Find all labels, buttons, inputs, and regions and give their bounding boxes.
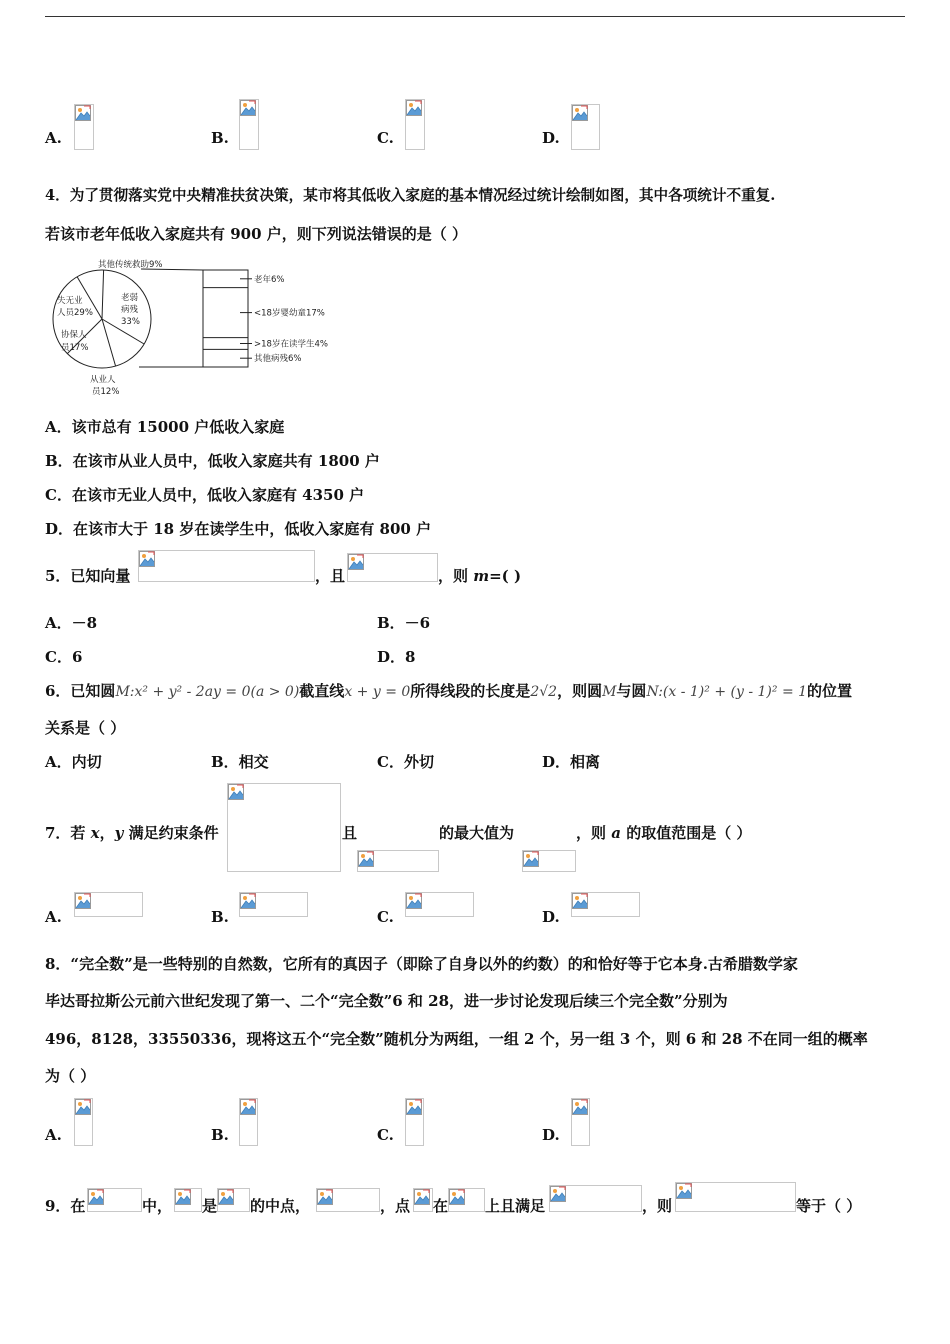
slice-label-laoruo-1: 老弱 [121,293,139,303]
q8-option-b-image [239,1098,258,1146]
q4-option-b: B．在该市从业人员中，低收入家庭共有 1800 户 [45,452,380,470]
q8-stem-line4: 为（ ） [45,1067,96,1085]
q8-option-c-image [405,1098,424,1146]
q3-option-a-label: A. [45,129,62,147]
q7-comma: ， [99,824,115,842]
broken-image-icon [139,551,155,567]
q7-option-b-label: B. [211,908,229,926]
slice-label-xiebao-1: 协保人 [61,330,87,340]
broken-image-icon [572,893,588,909]
q3-option-a-image [74,104,94,150]
broken-image-icon [523,851,539,867]
q9-length-image [316,1188,380,1212]
q9-text-5: ，点 [380,1197,411,1215]
q7-option-d-image [571,892,640,917]
broken-image-icon [317,1189,333,1205]
broken-image-icon [75,1099,91,1115]
q8-option-d-label: D. [542,1126,560,1144]
broken-image-icon [406,893,422,909]
q8-option-b-label: B. [211,1126,229,1144]
q9-line-image [448,1188,485,1212]
q6-math-circle-n: N:(x - 1)² + (y - 1)² = 1 [646,684,808,700]
q5-end: =( ) [489,567,522,585]
broken-image-icon [676,1183,692,1199]
q6-stem-line2: 关系是（ ） [45,719,126,737]
broken-image-icon [175,1189,191,1205]
q7-constraints-image [227,783,341,872]
q9-text-7: 上且满足 [485,1197,546,1215]
q9-text-4: 的中点， [250,1197,311,1215]
slice-label-shiwu-2: 人员29% [57,308,93,318]
q7-text-6: 的取值范围是（ ） [620,824,752,842]
q8-stem-line2: 毕达哥拉斯公元前六世纪发现了第一、二个“完全数”6 和 28，进一步讨论发现后续三个完全数”分别为 [45,992,728,1010]
q7-var-y: y [114,824,124,842]
q6-text-3: 所得线段的长度是 [410,682,531,700]
q6-option-a: A．内切 [45,753,102,771]
q8-option-d-image [571,1098,590,1146]
broken-image-icon [572,1099,588,1115]
breakdown-label-3: >18岁在读学生4% [254,339,328,350]
q5-option-d: D．8 [377,648,416,666]
q3-option-d-label: D. [542,129,560,147]
q6-text-4: ，则圆 [557,682,603,700]
q4-option-c: C．在该市无业人员中，低收入家庭有 4350 户 [45,486,365,504]
q7-text-5: ，则 [576,824,612,842]
q5-condition-image [347,553,438,582]
q6-stem-line1 [45,681,852,702]
q5-suffix-text: ，则 [438,567,474,585]
q5-option-c: C．6 [45,648,83,666]
q3-option-c-label: C. [377,129,394,147]
q9-text-8: ，则 [642,1197,673,1215]
q5-option-a: A．－8 [45,614,98,632]
q9-condition-image [549,1185,642,1212]
q4-stem-line1: 4．为了贯彻落实党中央精准扶贫决策，某市将其低收入家庭的基本情况经过统计绘制如图，其中各项统计不重复. [45,187,776,204]
q9-point-p-image [413,1188,433,1212]
q7-option-a-label: A. [45,908,62,926]
q3-option-d-image [571,104,600,150]
q8-option-a-label: A. [45,1126,62,1144]
q5-vector-formula-image [138,550,315,582]
q7-option-c-label: C. [377,908,394,926]
q6-text-2: 截直线 [299,682,345,700]
q6-option-b: B．相交 [211,753,269,771]
broken-image-icon [358,851,374,867]
broken-image-icon [406,1099,422,1115]
broken-image-icon [218,1189,234,1205]
q6-math-line: x + y = 0 [344,684,411,700]
q6-text-5: 与圆 [616,682,647,700]
slice-label-laoruo-2: 病残 [121,305,139,315]
broken-image-icon [449,1189,465,1205]
broken-image-icon [550,1186,566,1202]
q7-var-a: a [611,824,621,842]
q3-option-b-image [239,99,259,150]
slice-label-xiebao-2: 员17% [61,343,89,353]
q9-point-image [174,1188,202,1212]
q6-text-1: 6．已知圆 [45,682,116,700]
broken-image-icon [406,100,422,116]
breakdown-label-1: 老年6% [254,274,285,285]
q4-pie-chart [45,255,345,405]
broken-image-icon [75,105,91,121]
q8-stem-line3: 496，8128，33550336，现将这五个“完全数”随机分为两组，一组 2 个，另一组 3 个，则 6 和 28 不在同一组的概率 [45,1030,868,1048]
q6-text-6: 的位置 [807,682,853,700]
q7-option-c-image [405,892,474,917]
q7-stem-part1 [45,823,219,843]
q7-option-d-label: D. [542,908,560,926]
q6-math-m: M [602,684,617,700]
q7-stem-part2 [576,823,751,843]
slice-label-qita: 其他传统救助9% [98,260,163,270]
q9-text-1: 9．在 [45,1197,86,1215]
broken-image-icon [414,1189,430,1205]
q6-math-circle-m: M:x² + y² - 2ay = 0(a > 0) [115,684,300,700]
q8-option-a-image [74,1098,93,1146]
slice-label-laoruo-3: 33% [121,317,140,327]
q7-text-1: 7．若 [45,824,91,842]
breakdown-bar [203,270,248,367]
q7-objective-image [357,850,439,872]
q9-expression-image [675,1182,796,1212]
broken-image-icon [240,1099,256,1115]
q5-suffix [438,566,521,586]
q4-option-d: D．在该市大于 18 岁在读学生中，低收入家庭有 800 户 [45,520,432,538]
q7-text-4: 的最大值为 [439,824,515,842]
broken-image-icon [348,554,364,570]
broken-image-icon [240,100,256,116]
q7-max-value-image [522,850,576,872]
slice-label-congye-1: 从业人 [90,375,116,385]
q9-text-9: 等于（ ） [796,1197,862,1215]
slice-label-shiwu-1: 失无业 [57,296,83,306]
q6-math-length: 2√2 [530,684,558,700]
slice-label-congye-2: 员12% [92,387,120,397]
q9-segment-image [217,1188,250,1212]
q9-text-6: 在 [433,1197,449,1215]
q4-stem-line2: 若该市老年低收入家庭共有 900 户，则下列说法错误的是（ ） [45,225,467,243]
broken-image-icon [75,893,91,909]
q7-text-3: 且 [342,824,358,842]
q6-option-d: D．相离 [542,753,601,771]
broken-image-icon [572,105,588,121]
pie-slice-boundary-2 [102,270,104,319]
q7-var-x: x [90,824,100,842]
breakdown-label-4: 其他病残6% [254,354,302,365]
broken-image-icon [240,893,256,909]
q5-variable: m [473,567,490,585]
q7-option-b-image [239,892,308,917]
q3-option-b-label: B. [211,129,229,147]
broken-image-icon [88,1189,104,1205]
q9-text-2: 中， [142,1197,173,1215]
q5-mid: ，且 [315,567,346,585]
breakdown-label-2: <18岁婴幼童17% [254,308,325,319]
q4-option-a: A．该市总有 15000 户低收入家庭 [45,418,285,436]
q5-prefix: 5．已知向量 [45,567,131,585]
q8-option-c-label: C. [377,1126,394,1144]
q8-stem-line1: 8．“完全数”是一些特别的自然数，它所有的真因子（即除了自身以外的约数）的和恰好等于它本身.古希腊数学家 [45,955,798,973]
q5-option-b: B．－6 [377,614,431,632]
q6-option-c: C．外切 [377,753,434,771]
broken-image-icon [228,784,244,800]
q7-text-2: 满足约束条件 [123,824,219,842]
header-rule [45,16,905,17]
q3-option-c-image [405,99,425,150]
q9-triangle-image [87,1188,142,1212]
q9-text-3: 是 [202,1197,218,1215]
q7-option-a-image [74,892,143,917]
